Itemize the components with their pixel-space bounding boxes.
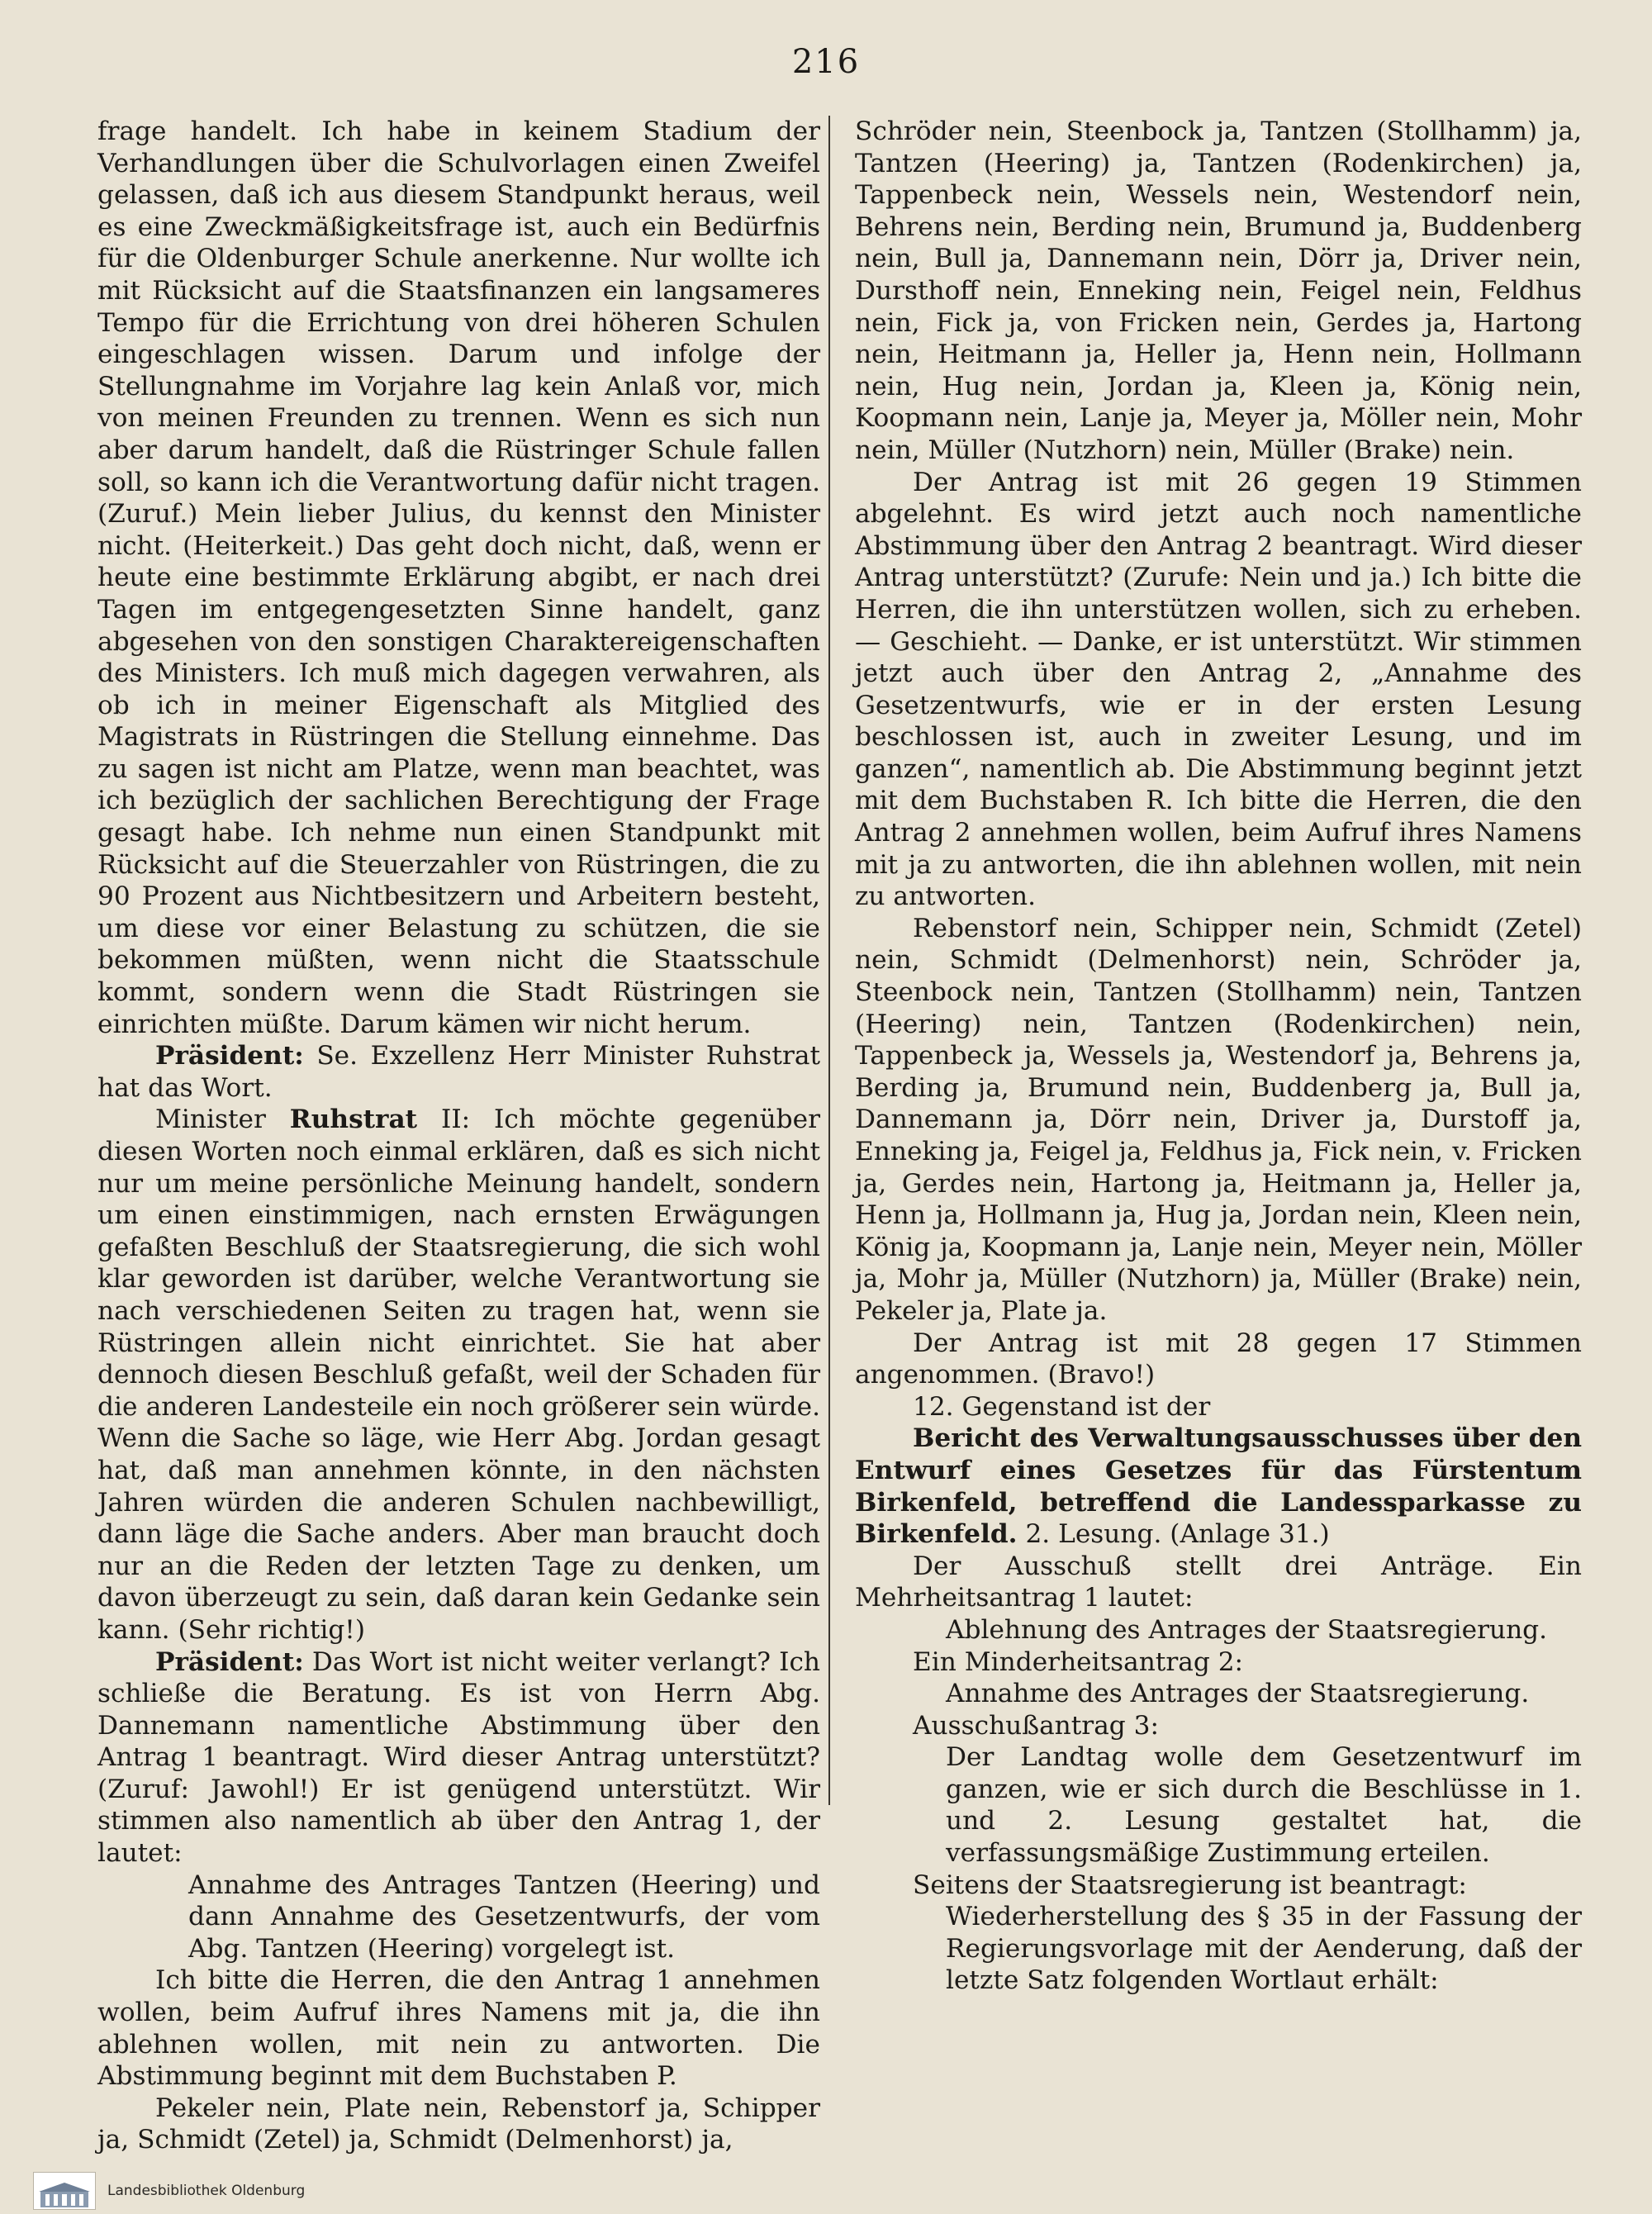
vote-list: Schröder nein, Steenbock ja, Tantzen (Stollhamm) ja, Tantzen (Heering) ja, Tantzen (Rodenkirchen) ja, Tappenbeck nein, Wessels nein, Westendorf nein, Behrens nein, Berding nein, Brumund ja, Buddenberg nein, Bull ja, Dannemann nein, Dörr ja, Driver nein, Dursthoff nein, Enneking nein, Feigel nein, Feldhus nein, Fick ja, von Fricken nein, Gerdes ja, Hartong nein, Heitmann ja, Heller ja, Henn nein, Hollmann nein, Hug nein, Jordan ja, Kleen ja, König nein, Koopmann nein, Lanje ja, Meyer ja, Möller nein, Mohr nein, Müller (Nutzhorn) nein, Müller (Brake) nein. <box>855 116 1582 465</box>
speaker-label: Präsident: <box>155 1646 304 1677</box>
agenda-item: 12. Gegenstand ist der <box>913 1391 1211 1422</box>
paragraph-text: II: Ich möchte gegenüber diesen Worten noch einmal erklären, daß es sich nicht nur um meine persönliche Meinung handelt, sondern um einen einstimmigen, nach ernsten Erwägungen gefaßten Beschluß der Staatsregierung, die sich wohl klar geworden ist darüber, welche Verantwortung sie nach verschiedenen Seiten zu tragen hat, wenn sie Rüstringen allein nicht einrichtet. Sie hat aber dennoch diesen Beschluß gefaßt, weil der Schaden für die anderen Landesteile ein noch größerer sein würde. Wenn die Sache so läge, wie Herr Abg. Jordan gesagt hat, daß man annehmen könnte, in den nächsten Jahren würden die anderen Schulen nachbewilligt, dann läge die Sache anders. Aber man braucht doch nur an die Reden der letzten Tage zu denken, um davon überzeugt zu sein, daß daran kein Gedanke sein kann. (Sehr richtig!) <box>97 1105 820 1645</box>
vote-list: Rebenstorf nein, Schipper nein, Schmidt (Zetel) nein, Schmidt (Delmenhorst) nein, Schröder ja, Steenbock nein, Tantzen (Stollhamm) nein, Tantzen (Heering) nein, Tantzen (Rodenkirchen) nein, Tappenbeck ja, Wessels ja, Westendorf ja, Behrens ja, Berding ja, Brumund nein, Buddenberg ja, Bull ja, Dannemann ja, Dörr nein, Driver ja, Durstoff ja, Enneking ja, Feigel ja, Feldhus ja, Fick nein, v. Fricken ja, Gerdes nein, Hartong ja, Heitmann ja, Heller ja, Henn ja, Hollmann ja, Hug ja, Jordan nein, Kleen nein, König ja, Koopmann ja, Lanje nein, Meyer nein, Möller ja, Mohr ja, Müller (Nutzhorn) ja, Müller (Brake) nein, Pekeler ja, Plate ja. <box>855 913 1582 1326</box>
paragraph: Ich bitte die Herren, die den Antrag 1 annehmen wollen, beim Aufruf ihres Namens mit ja, die ihn ablehnen wollen, mit nein zu antworten. Die Abstimmung beginnt mit dem Buchstaben P. <box>97 1965 820 2092</box>
building-icon <box>37 2181 92 2209</box>
speaker-label: Präsident: <box>155 1041 304 1071</box>
motion-text: Der Landtag wolle dem Gesetzentwurf im ganzen, wie er sich durch die Beschlüsse in 1. und 2. Lesung gestaltet hat, die verfassungsmäßige Zustimmung erteilen. <box>946 1742 1582 1869</box>
paragraph <box>97 1040 820 1104</box>
column-divider <box>828 116 830 1805</box>
paragraph: Der Antrag ist mit 28 gegen 17 Stimmen angenommen. (Bravo!) <box>855 1328 1582 1390</box>
page-number: 216 <box>791 43 861 81</box>
paragraph: frage handelt. Ich habe in keinem Stadium der Verhandlungen über die Schulvorlagen einen Zweifel gelassen, daß ich aus diesem Standpunkt heraus, weil es eine Zweckmäßigkeitsfrage ist, auch ein Bedürfnis für die Oldenburger Schule anerkenne. Nur wollte ich mit Rücksicht auf die Staatsfinanzen ein langsameres Tempo für die Errichtung von drei höheren Schulen eingeschlagen wissen. Darum und infolge der Stellungnahme im Vorjahre lag kein Anlaß vor, mich von meinen Freunden zu trennen. Wenn es sich nun aber darum handelt, daß die Rüstringer Schule fallen soll, so kann ich die Verantwortung dafür nicht tragen. (Zuruf.) Mein lieber Julius, du kennst den Minister nicht. (Heiterkeit.) Das geht doch nicht, daß, wenn er heute eine bestimmte Erklärung abgibt, er nach drei Tagen im entgegengesetzten Sinne handelt, ganz abgesehen von den sonstigen Charaktereigenschaften des Ministers. Ich muß mich dagegen verwahren, als ob ich in meiner Eigenschaft als Mitglied des Magistrats in Rüstringen die Stellung einnehme. Das zu sagen ist nicht am Platze, wenn man beachtet, was ich bezüglich der sachlichen Berechtigung der Frage gesagt habe. Ich nehme nun einen Standpunkt mit Rücksicht auf die Steuerzahler von Rüstringen, die zu 90 Prozent aus Nichtbesitzern und Arbeitern besteht, um diese vor einer Belastung zu schützen, die sie bekommen müßten, wenn nicht die Staatsschule kommt, sondern wenn die Stadt Rüstringen sie einrichten müßte. Darum kämen wir nicht herum. <box>97 116 820 1039</box>
right-column <box>855 116 1582 1997</box>
speaker-label: Ruhstrat <box>289 1105 418 1135</box>
motion-text: Wiederherstellung des § 35 in der Fassung der Regierungsvorlage mit der Aenderung, daß der letzte Satz folgenden Wortlaut erhält: <box>946 1902 1582 1996</box>
paragraph-text: Das Wort ist nicht weiter verlangt? Ich schließe die Beratung. Es ist von Herrn Abg. Dannemann namentliche Abstimmung über den Antrag 1 beantragt. Wird dieser Antrag unterstützt? (Zuruf: Jawohl!) Er ist genügend unterstützt. Wir stimmen also namentlich ab über den Antrag 1, der lautet: <box>97 1646 820 1869</box>
agenda-heading <box>855 1423 1582 1550</box>
motion-label: Ausschußantrag 3: <box>913 1710 1160 1741</box>
vote-list: Pekeler nein, Plate nein, Rebenstorf ja, Schipper ja, Schmidt (Zetel) ja, Schmidt (Delmenhorst) ja, <box>97 2093 820 2155</box>
motion-label: Ein Minderheitsantrag 2: <box>913 1646 1244 1677</box>
agenda-subtitle: 2. Lesung. (Anlage 31.) <box>1025 1519 1330 1550</box>
paragraph <box>97 1104 820 1646</box>
left-column <box>97 116 820 2156</box>
paragraph: Der Antrag ist mit 26 gegen 19 Stimmen abgelehnt. Es wird jetzt auch noch namentliche Abstimmung über den Antrag 2 beantragt. Wird dieser Antrag unterstützt? (Zurufe: Nein und ja.) Ich bitte die Herren, die ihn unterstützen wollen, sich zu erheben. — Geschieht. — Danke, er ist unterstützt. Wir stimmen jetzt auch über den Antrag 2, „Annahme des Gesetzentwurfs, wie er in der ersten Lesung beschlossen ist, auch in zweiter Lesung, und im ganzen“, namentlich ab. Die Abstimmung beginnt jetzt mit dem Buchstaben R. Ich bitte die Herren, die den Antrag 2 annehmen wollen, beim Aufruf ihres Namens mit ja zu antworten, die ihn ablehnen wollen, mit nein zu antworten. <box>855 467 1582 912</box>
paragraph: Der Ausschuß stellt drei Anträge. Ein Mehrheitsantrag 1 lautet: <box>855 1551 1582 1613</box>
motion-text: Ablehnung des Antrages der Staatsregierung. <box>946 1614 1548 1645</box>
motion-text: Annahme des Antrages der Staatsregierung. <box>946 1679 1530 1709</box>
agenda-title: Bericht des Verwaltungsausschusses über den Entwurf eines Gesetzes für das Fürstentum Birkenfeld, betreffend die Landessparkasse zu Birkenfeld. <box>855 1423 1582 1550</box>
paragraph: Seitens der Staatsregierung ist beantragt: <box>913 1870 1467 1900</box>
library-logo <box>33 2172 96 2210</box>
quoted-motion: Annahme des Antrages Tantzen (Heering) und dann Annahme des Gesetzentwurfs, der vom Abg. Tantzen (Heering) vorgelegt ist. <box>188 1870 820 1964</box>
library-name: Landesbibliothek Oldenburg <box>107 2183 306 2199</box>
paragraph <box>97 1646 820 1870</box>
paragraph-text: Se. Exzellenz Herr Minister Ruhstrat hat das Wort. <box>97 1041 820 1103</box>
speaker-prefix: Minister <box>155 1105 266 1135</box>
footer <box>0 2168 1652 2214</box>
